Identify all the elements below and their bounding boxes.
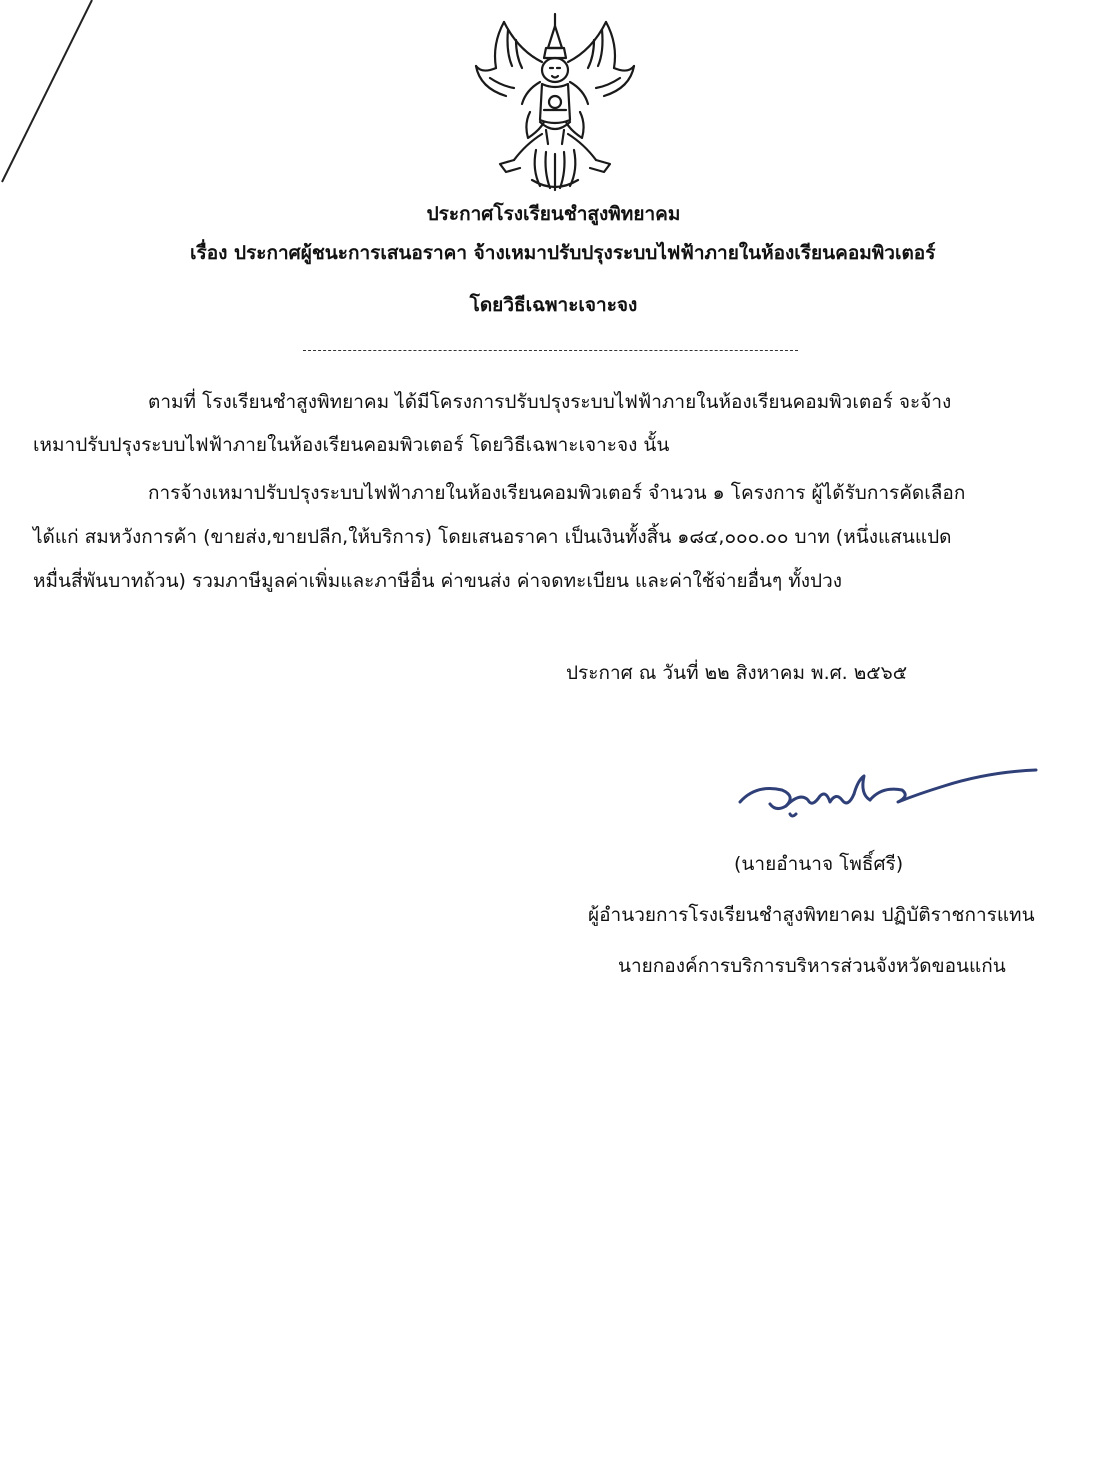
subject-label: เรื่อง [190,242,228,264]
announcement-date: ประกาศ ณ วันที่ ๒๒ สิงหาคม พ.ศ. ๒๕๖๕ [566,662,908,684]
announcement-subject [190,240,935,266]
paragraph2-line1: การจ้างเหมาปรับปรุงระบบไฟฟ้าภายในห้องเรียนคอมพิวเตอร์ จำนวน ๑ โครงการ ผู้ได้รับการคัดเลือก [148,482,966,504]
signatory-position-line2: นายกองค์การบริการบริหารส่วนจังหวัดขอนแก่น [618,955,1006,977]
dashed-divider [303,350,798,351]
announcement-title: ประกาศโรงเรียนชำสูงพิทยาคม [426,203,681,225]
page-edge-line [0,0,110,200]
subject-text: ประกาศผู้ชนะการเสนอราคา จ้างเหมาปรับปรุงระบบไฟฟ้าภายในห้องเรียนคอมพิวเตอร์ [234,242,936,264]
paragraph1-line1: ตามที่ โรงเรียนชำสูงพิทยาคม ได้มีโครงการปรับปรุงระบบไฟฟ้าภายในห้องเรียนคอมพิวเตอร์ จะจ้าง [148,391,952,413]
paragraph2-line3: หมื่นสี่พันบาทถ้วน) รวมภาษีมูลค่าเพิ่มและภาษีอื่น ค่าขนส่ง ค่าจดทะเบียน และค่าใช้จ่ายอื่นๆ ทั้งปวง [33,570,843,592]
paragraph2-line2: ได้แก่ สมหวังการค้า (ขายส่ง,ขายปลีก,ให้บริการ) โดยเสนอราคา เป็นเงินทั้งสิ้น ๑๘๔,๐๐๐.๐๐ บาท (หนึ่งแสนแปด [33,526,952,548]
procurement-method: โดยวิธีเฉพาะเจาะจง [469,294,638,316]
signatory-name: (นายอำนาจ โพธิ์ศรี) [734,853,904,875]
signatory-position-line1: ผู้อำนวยการโรงเรียนชำสูงพิทยาคม ปฏิบัติราชการแทน [588,904,1035,926]
signature-image [730,760,1042,822]
paragraph1-line2: เหมาปรับปรุงระบบไฟฟ้าภายในห้องเรียนคอมพิวเตอร์ โดยวิธีเฉพาะเจาะจง นั้น [33,434,670,456]
garuda-emblem-icon [470,4,640,192]
